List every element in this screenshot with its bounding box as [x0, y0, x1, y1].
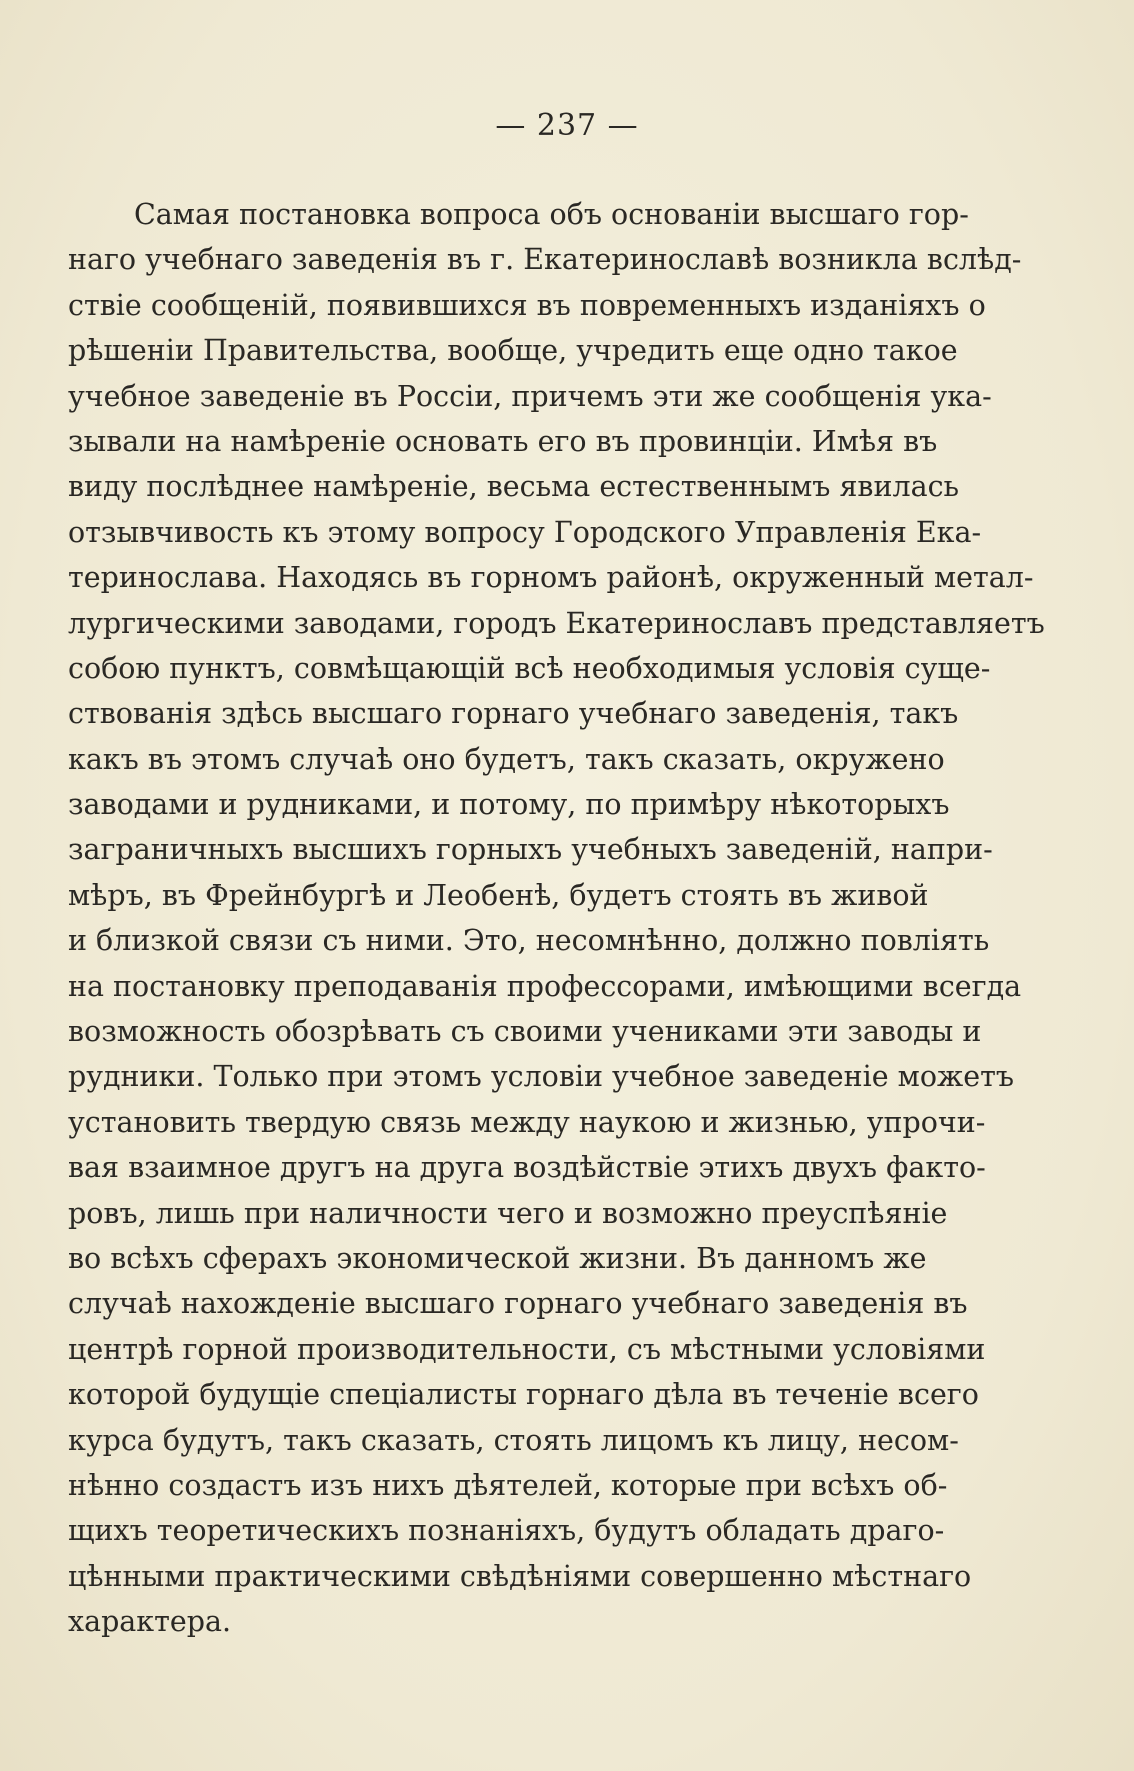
text-line: наго учебнаго заведенія въ г. Екатеринославѣ возникла вслѣд- — [68, 243, 1022, 277]
text-line: заводами и рудниками, и потому, по примѣру нѣкоторыхъ — [68, 788, 950, 822]
text-line: рѣшеніи Правительства, вообще, учредить еще одно такое — [68, 334, 958, 368]
text-line: характера. — [68, 1605, 232, 1639]
text-line: какъ въ этомъ случаѣ оно будетъ, такъ сказать, окружено — [68, 742, 945, 776]
text-line: ствованія здѣсь высшаго горнаго учебнаго заведенія, такъ — [68, 697, 959, 731]
text-line: которой будущіе спеціалисты горнаго дѣла въ теченіе всего — [68, 1378, 979, 1412]
text-line: лургическими заводами, городъ Екатеринославъ представляетъ — [68, 606, 1045, 640]
text-line: отзывчивость къ этому вопросу Городского Управленія Ека- — [68, 515, 982, 549]
body-paragraph — [68, 192, 1045, 1645]
text-line: виду послѣднее намѣреніе, весьма естественнымъ явилась — [68, 470, 960, 504]
text-line: теринослава. Находясь въ горномъ районѣ, окруженный метал- — [68, 561, 1034, 595]
text-line: мѣръ, въ Фрейнбургѣ и Леобенѣ, будетъ стоять въ живой — [68, 878, 929, 912]
text-line: учебное заведеніе въ Россіи, причемъ эти же сообщенія ука- — [68, 379, 992, 413]
text-line: центрѣ горной производительности, съ мѣстными условіями — [68, 1332, 986, 1366]
text-line: нѣнно создастъ изъ нихъ дѣятелей, которые при всѣхъ об- — [68, 1468, 948, 1502]
text-line: случаѣ нахожденіе высшаго горнаго учебнаго заведенія въ — [68, 1287, 968, 1321]
text-line: собою пунктъ, совмѣщающій всѣ необходимыя условія суще- — [68, 651, 991, 685]
text-line: зывали на намѣреніе основать его въ провинціи. Имѣя въ — [68, 424, 938, 458]
text-line: возможность обозрѣвать съ своими учениками эти заводы и — [68, 1015, 982, 1049]
text-line: щихъ теоретическихъ познаніяхъ, будутъ обладать драго- — [68, 1514, 945, 1548]
text-line: установить твердую связь между наукою и жизнью, упрочи- — [68, 1105, 986, 1139]
text-line: Самая постановка вопроса объ основаніи высшаго гор- — [134, 198, 969, 231]
page-number: — 237 — — [495, 108, 639, 143]
text-line: курса будутъ, такъ сказать, стоять лицомъ къ лицу, несом- — [68, 1423, 959, 1457]
text-line: во всѣхъ сферахъ экономической жизни. Въ данномъ же — [68, 1241, 927, 1275]
text-line: вая взаимное другъ на друга воздѣйствіе этихъ двухъ факто- — [68, 1151, 986, 1185]
text-line: рудники. Только при этомъ условіи учебное заведеніе можетъ — [68, 1060, 1014, 1094]
text-line: ствіе сообщеній, появившихся въ повременныхъ изданіяхъ о — [68, 288, 986, 322]
text-line: ровъ, лишь при наличности чего и возможно преуспѣяніе — [68, 1196, 948, 1230]
text-line: цѣнными практическими свѣдѣніями совершенно мѣстнаго — [68, 1559, 972, 1593]
text-line: и близкой связи съ ними. Это, несомнѣнно, должно повліять — [68, 924, 990, 958]
text-line: заграничныхъ высшихъ горныхъ учебныхъ заведеній, напри- — [68, 833, 993, 867]
text-line: на постановку преподаванія профессорами, имѣющими всегда — [68, 969, 1022, 1003]
